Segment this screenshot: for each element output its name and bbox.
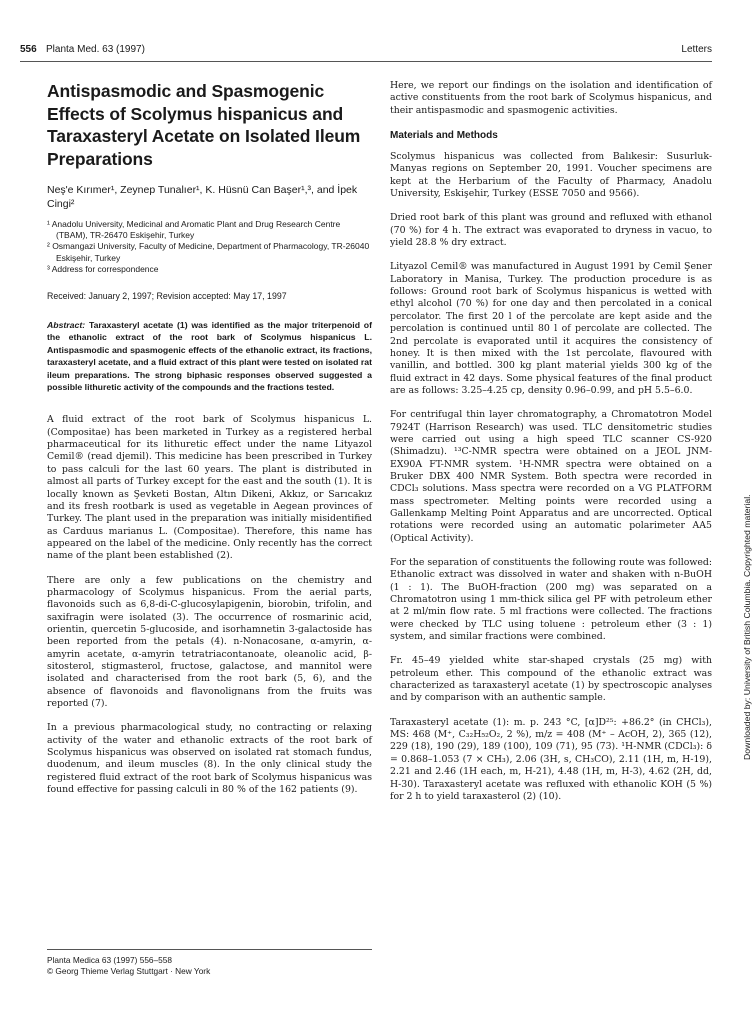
- affiliation-2: ² Osmangazi University, Faculty of Medicine, Department of Pharmacology, TR-26040 Eskişehir, Turkey: [47, 241, 370, 263]
- left-column: [47, 80, 372, 796]
- affiliations: [47, 219, 372, 275]
- paragraph-pharmacology: In a previous pharmacological study, no contracting or relaxing activity of the water and ethanolic extracts of the root bark of Scolymus hispanicus was observed on isolated rat stomach fundus, duodenum, and ileum muscles (8). In the only clinical study the registered fluid extract of the root bark of Scolymus hispanicus was found effective for passing calculi in 80 % of the 162 patients (9).: [47, 722, 372, 796]
- article-title: Antispasmodic and Spasmogenic Effects of Scolymus hispanicus and Taraxasteryl Acetate on Isolated Ileum Preparations: [47, 81, 361, 169]
- affiliation-1: ¹ Anadolu University, Medicinal and Aromatic Plant and Drug Research Centre (TBAM), TR-26470 Eskişehir, Turkey: [47, 219, 341, 241]
- abstract-text: Taraxasteryl acetate (1) was identified as the major triterpenoid of the ethanolic extract of the root bark of Scolymus hispanicus L. Antispasmodic and spasmogenic effects of the ethanolic extract, its fractions, taraxasteryl acetate, and a fluid extract of this plant were tested on isolated rat ileum preparations. The strong biphasic responses observed suggested a possible lithuretic activity of the compounds and the fractions tested.: [47, 320, 372, 393]
- paragraph-instruments: For centrifugal thin layer chromatography, a Chromatotron Model 7924T (Harrison Research) was used. TLC densitometric studies were carried out using a high speed TLC scanner CS-920 (Shimadzu). ¹³C-NMR spectra were obtained on a JEOL JNM-EX90A FT-NMR system. ¹H-NMR spectra were obtained on a Bruker DBX 400 NMR System. Both spectra were recorded in CDCl₃ solutions. Mass spectra were recorded on a VG PLATFORM mass spectrometer. Melting points were recorded using a Gallenkamp Melting Point Apparatus and are uncorrected. Optical rotations were recorded using an automatic polarimeter AA5 (Optical Activity).: [390, 409, 712, 544]
- paragraph-aim: Here, we report our findings on the isolation and identification of active constituents from the root bark of Scolymus hispanicus, and their antispasmodic and spasmogenic activities.: [390, 80, 712, 116]
- methods-heading: Materials and Methods: [390, 130, 498, 142]
- footer-journal: Planta Medica 63 (1997) 556–558: [47, 955, 173, 965]
- paragraph-manufacture: Lityazol Cemil® was manufactured in August 1991 by Cemil Şener Laboratory in Manisa, Turkey. The production procedure is as follows: Ground root bark of Scolymus hispanicus is wetted with ethyl alcohol (70 %) for one day and then percolated in a conical percolator. The first 20 l of the percolate are kept aside and the percolation is continued until 80 l of percolate are collected. The 2nd percolate is evaporated until it acquires the consistency of honey. It is then mixed with the 1st percolate, flavoured with vanillin, and bottled. 300 kg plant material yields 300 kg of the fluid extract in 42 days. Some physical features of the final product are as follows: 3.25–4.25 cp, density 0.96–0.99, and pH 5.5–6.0.: [390, 261, 712, 396]
- journal-citation: Planta Med. 63 (1997): [46, 44, 145, 55]
- paragraph-intro: A fluid extract of the root bark of Scolymus hispanicus L. (Compositae) has been marketed in Turkey as a registered herbal pharmaceutical for its lithuretic effect under the name Lityazol Cemil® (read djemil). This medicine has been prescribed in Turkey to pass calculi for the last 60 years. The plant is distributed in almost all parts of Turkey except for the east and the south (1). It is locally known as Şevketi Bostan, Altın Dikeni, Akkız, or Sarıcakız and its fresh rootbark is used as vegetable in Aegean provinces of Turkey. The plant used in the preparation was initially misidentified as Carduus marianus L. (Compositae). Therefore, this name has appeared on the label of the medicine. Only recently has the correct name of the plant been established (2).: [47, 414, 372, 562]
- received-dates: Received: January 2, 1997; Revision accepted: May 17, 1997: [47, 291, 287, 302]
- abstract-label: Abstract:: [47, 320, 86, 331]
- download-watermark: Downloaded by: University of British Columbia. Copyrighted material.: [742, 494, 752, 760]
- footer-publisher: © Georg Thieme Verlag Stuttgart · New York: [47, 966, 211, 976]
- abstract: [47, 319, 372, 393]
- footer-citation: [47, 955, 210, 977]
- paragraph-chemistry: There are only a few publications on the chemistry and pharmacology of Scolymus hispanicus. From the aerial parts, flavonoids such as 6,8-di-C-glucosylapigenin, biorobin, trifolin, and saxifragin were isolated (3). The occurrence of rosmarinic acid, orientin, quercetin 5-glucoside, and isorhamnetin 3-galactoside has been reported from the petals (4). n-Nonacosane, α-amyrin, α-amyrin acetate, α-amyrin tetratriacontanoate, oleanolic acid, β-sitosterol, stigmasterol, fructose, galactose, and mannitol were isolated and characterised from the root bark (5, 6), and the absence of flavonoids and flavonolignans from the fruits was reported (7).: [47, 574, 372, 710]
- section-label: Letters: [681, 44, 712, 55]
- author-list: Neş'e Kırımer¹, Zeynep Tunalıer¹, K. Hüsnü Can Başer¹,³, and İpek Cingi²: [47, 184, 358, 210]
- running-header: [20, 44, 712, 60]
- page-number: 556: [20, 44, 37, 55]
- right-column: [390, 80, 712, 803]
- paragraph-collection: Scolymus hispanicus was collected from Balıkesir: Susurluk-Manyas regions on September 20, 1991. Voucher specimens are kept at the Herbarium of the Faculty of Pharmacy, Anadolu University, Eskişehir, Turkey (ESSE 7050 and 9566).: [390, 151, 712, 200]
- paragraph-extraction: Dried root bark of this plant was ground and refluxed with ethanol (70 %) for 4 h. The extract was evaporated to dryness in vacuo, to yield 28.8 % dry extract.: [390, 212, 712, 249]
- paragraph-crystals: Fr. 45–49 yielded white star-shaped crystals (25 mg) with petroleum ether. This compound of the ethanolic extract was characterized as taraxasteryl acetate (1) by spectroscopic analyses and by comparison with an authentic sample.: [390, 655, 712, 704]
- affiliation-3: ³ Address for correspondence: [47, 263, 159, 274]
- footer-rule: [47, 949, 372, 950]
- paragraph-separation: For the separation of constituents the following route was followed: Ethanolic extract was dissolved in water and shaken with n-BuOH (1 : 1). The BuOH-fraction (200 mg) was separated on a Chromatotron using 1 mm-thick silica gel PF with petroleum ether at 2 ml/min flow rate. 5 ml fractions were collected. The fractions were checked by TLC using toluene : petroleum ether (3 : 1) system, and similar fractions were combined.: [390, 557, 712, 643]
- paragraph-spectral-data: Taraxasteryl acetate (1): m. p. 243 °C, [α]D²⁵: +86.2° (in CHCl₃), MS: 468 (M⁺, C₃₂H₅₂O₂, 2 %), m/z = 408 (M⁺ – AcOH, 2), 365 (12), 229 (18), 190 (29), 189 (100), 109 (71), 95 (73). ¹H-NMR (CDCl₃): δ = 0.868–1.053 (7 × CH₃), 2.06 (3H, s, CH₃CO), 2.11 (1H, m, H-19), 2.21 and 2.46 (1H each, m, H-21), 4.48 (1H, m, H-3), 4.62 (2H, dd, H-30). Taraxasteryl acetate was refluxed with ethanolic KOH (5 %) for 2 h to yield taraxasterol (2) (10).: [390, 716, 712, 802]
- header-rule: [20, 61, 712, 62]
